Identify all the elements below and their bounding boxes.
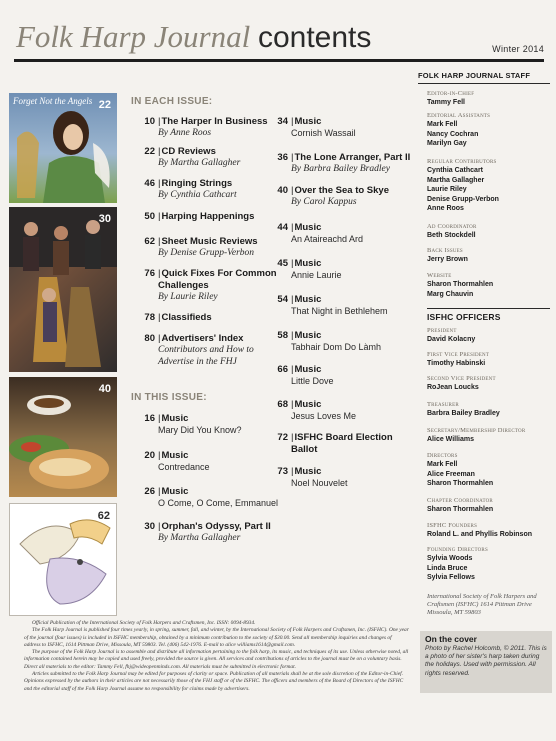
officer-group	[427, 374, 496, 393]
page-number: 40	[277, 185, 288, 196]
credits-paragraph: The purpose of the Folk Harp Journal is to assemble and distribute all information pertaining to the folk harp, its music, and techniques of its use. Unless otherwise noted, all information contained herein may be copied and used freely, provided the source is given. All services and contributions of articles to the journal must be on a voluntary basis. Direct all materials to the editor: Tammy Fell, fhj@wideopenminds.com. All materials must be submitted in electronic format.	[24, 649, 409, 670]
thumb-caption: Forget Not the Angels	[13, 96, 93, 106]
entry-title: | Music	[158, 450, 188, 461]
page-number: 10	[144, 116, 155, 127]
person-name: Sharon Thormahlen	[427, 281, 494, 288]
person-name: Tammy Fell	[427, 99, 465, 106]
role-label: First Vice President	[427, 351, 490, 358]
entry-byline: By Laurie Riley	[158, 292, 218, 302]
tea-and-bread-photo	[9, 377, 117, 497]
entry-title: | Music	[291, 466, 321, 477]
person-name: Laurie Riley	[427, 186, 467, 193]
role-label: Secretary/Membership Director	[427, 427, 526, 434]
entry-title-continued: Challenges	[158, 280, 209, 291]
person-name: Sylvia Fellows	[427, 574, 475, 581]
officers-heading: ISFHC OFFICERS	[427, 308, 550, 322]
entry-byline: By Carol Kappus	[291, 197, 357, 207]
entry-title: | Harping Happenings	[158, 211, 254, 222]
role-label: President	[427, 327, 457, 334]
role-label: ISFHC Founders	[427, 522, 478, 529]
entry-byline: By Denise Grupp-Verbon	[158, 248, 255, 258]
entry-byline: By Anne Roos	[158, 128, 212, 138]
page-number: 72	[277, 432, 288, 443]
contents-word: contents	[257, 21, 372, 54]
page-number: 20	[144, 450, 155, 461]
page-number: 16	[144, 413, 155, 424]
cover-credit-box	[420, 631, 552, 693]
entry-title: | Music	[291, 222, 321, 233]
page-number: 36	[277, 152, 288, 163]
staff-group	[427, 157, 499, 214]
entry-byline: By Barbra Bailey Bradley	[291, 164, 390, 174]
entry-subtitle: An Ataireachd Ard	[291, 234, 364, 244]
role-label: Website	[427, 272, 452, 279]
entry-title: | CD Reviews	[158, 146, 216, 157]
person-name: Jerry Brown	[427, 256, 468, 263]
role-label: Directors	[427, 452, 458, 459]
staff-group	[427, 246, 468, 265]
header-divider	[14, 59, 544, 62]
entry-title: | Music	[158, 486, 188, 497]
person-name: Roland L. and Phyllis Robinson	[427, 531, 533, 538]
entry-title: | The Lone Arranger, Part II	[291, 152, 410, 163]
page-number: 45	[277, 258, 288, 269]
page-number: 73	[277, 466, 288, 477]
section-heading-this-issue: IN THIS ISSUE:	[131, 392, 207, 403]
person-name: Marilyn Gay	[427, 140, 467, 147]
officer-group	[427, 496, 493, 515]
person-name: Cynthia Cathcart	[427, 167, 484, 174]
staff-group	[427, 111, 490, 149]
thumb-page-number: 40	[98, 383, 111, 395]
page-number: 76	[144, 268, 155, 279]
journal-name: Folk Harp Journal	[16, 19, 251, 54]
cover-heading: On the cover	[425, 634, 477, 644]
page-number: 80	[144, 333, 155, 344]
person-name: Marg Chauvin	[427, 290, 474, 298]
officer-group	[427, 350, 489, 369]
page-number: 34	[277, 116, 288, 127]
entry-title: | Music	[291, 116, 321, 127]
entry-title: | Music	[158, 413, 188, 424]
person-name: Beth Stockdell	[427, 232, 476, 239]
person-name: Mark Fell	[427, 121, 458, 128]
entry-subtitle: Cornish Wassail	[291, 128, 356, 138]
staff-heading: FOLK HARP JOURNAL STAFF	[418, 71, 550, 84]
thumb-page-number: 30	[98, 213, 111, 225]
officer-group	[427, 545, 488, 583]
cover-text: Photo by Rachel Holcomb, © 2011. This is a photo of her sister's harp taken during the holidays. Used with permission. All rights reserved.	[425, 645, 547, 677]
thumb-angel-painting	[9, 93, 117, 203]
entry-title: | Ringing Strings	[158, 178, 232, 189]
thumb-sheet-music-illustration	[9, 503, 117, 616]
publication-credits	[24, 620, 409, 693]
entry-byline: By Cynthia Cathcart	[158, 190, 237, 200]
page-number: 50	[144, 211, 155, 222]
person-name: Anne Roos	[427, 205, 464, 212]
entry-title: | Classifieds	[158, 312, 212, 323]
harp-ensemble-photo	[9, 207, 117, 372]
entry-subtitle: Jesus Loves Me	[291, 411, 357, 421]
entry-title: | Music	[291, 330, 321, 341]
entry-subtitle: Contredance	[158, 462, 210, 472]
entry-subtitle: Annie Laurie	[291, 270, 342, 280]
page-title	[16, 18, 371, 57]
staff-group	[427, 89, 474, 108]
entry-subtitle: Noel Nouvelet	[291, 478, 348, 488]
officer-group	[427, 400, 500, 419]
section-heading-each-issue: IN EACH ISSUE:	[131, 96, 213, 107]
entry-subtitle: That Night in Bethlehem	[291, 306, 388, 316]
page-number: 22	[144, 146, 155, 157]
role-label: Regular Contributors	[427, 158, 497, 165]
page-number: 58	[277, 330, 288, 341]
person-name: Sharon Thormahlen	[427, 480, 494, 487]
entry-title: | Music	[291, 364, 321, 375]
credits-paragraph: The Folk Harp Journal is published four times yearly, in spring, summer, fall, and winter, by the International Society of Folk Harpers and Craftsmen, Inc. (ISFHC). One year of the journal (four issues) is included in ISFHC membership, obtained by a minimum contribution to the society of $30.00. Send all membership inquiries and changes of address to ISFHC, 1614 Pittman Drive, Missoula, MT 59803. Tel. (406) 542-1976. E-mail to alice williams1614@gmail.com.	[24, 627, 409, 648]
credits-paragraph: Official Publication of the International Society of Folk Harpers and Craftsmen, Inc. ISSN: 0094-8934.	[32, 620, 256, 626]
role-label: Back Issues	[427, 247, 463, 254]
page-number: 54	[277, 294, 288, 305]
masthead-sidebar	[418, 71, 550, 726]
society-address: International Society of Folk Harpers and Craftsmen (ISFHC) 1614 Pittman Drive Missoula, MT 59803	[427, 593, 537, 616]
entry-subtitle: Little Dove	[291, 376, 334, 386]
page-number: 62	[144, 236, 155, 247]
officer-group	[427, 451, 493, 489]
role-label: Ad Coordinator	[427, 223, 477, 230]
role-label: Editorial Assistants	[427, 112, 491, 119]
officer-group	[427, 326, 475, 345]
credits-paragraph: Articles submitted to the Folk Harp Journal may be edited for purposes of clarity or space. Publication of all materials shall be at the sole discretion of the Editor-in-Chief. Opinions expressed by the authors in their articles are not necessarily those of the FHJ staff or of the ISFHC. The officers and members of the Board of Directors of the ISFHC and the editorial staff of the Folk Harp Journal assume no responsibility for claims made by advertisers.	[24, 671, 404, 692]
entry-title-continued: Ballot	[291, 444, 318, 455]
person-name: Timothy Habinski	[427, 360, 486, 367]
page-header	[14, 18, 544, 62]
person-name: Nancy Cochran	[427, 130, 479, 138]
entry-title: | Orphan's Odyssy, Part II	[158, 521, 271, 532]
entry-subtitle: Tabhair Dom Do Làmh	[291, 342, 382, 352]
entry-title: | Music	[291, 258, 321, 269]
person-name: Denise Grupp-Verbon	[427, 195, 499, 203]
thumb-food-photo	[9, 377, 117, 497]
issue-label: Winter 2014	[492, 44, 544, 54]
page-number: 30	[144, 521, 155, 532]
role-label: Second Vice President	[427, 375, 496, 382]
staff-group	[427, 271, 493, 299]
entry-title: | Music	[291, 399, 321, 410]
person-name: Sylvia Woods	[427, 555, 473, 562]
page-number: 68	[277, 399, 288, 410]
entry-byline: By Martha Gallagher	[158, 533, 241, 543]
thumb-ensemble-photo	[9, 207, 117, 372]
page-number: 26	[144, 486, 155, 497]
entry-title: | The Harper In Business	[158, 116, 268, 127]
officer-group	[427, 521, 532, 540]
entry-title: | Music	[291, 294, 321, 305]
person-name: Martha Gallagher	[427, 176, 485, 184]
person-name: Barbra Bailey Bradley	[427, 410, 500, 417]
person-name: Alice Williams	[427, 436, 475, 443]
person-name: Linda Bruce	[427, 564, 468, 572]
page-number: 44	[277, 222, 288, 233]
role-label: Founding Directors	[427, 546, 488, 553]
entry-subtitle: Mary Did You Know?	[158, 425, 242, 435]
page-number: 66	[277, 364, 288, 375]
entry-title: | Quick Fixes For Common	[158, 268, 277, 279]
entry-title: | Over the Sea to Skye	[291, 185, 389, 196]
entry-title: | Sheet Music Reviews	[158, 236, 258, 247]
role-label: Editor-in-Chief	[427, 90, 475, 97]
entry-subtitle: O Come, O Come, Emmanuel	[158, 498, 279, 508]
role-label: Treasurer	[427, 401, 459, 408]
person-name: Mark Fell	[427, 461, 458, 468]
entry-byline: Contributors and How to	[158, 345, 254, 355]
staff-group	[427, 222, 476, 241]
thumb-page-number: 22	[98, 99, 111, 111]
entry-title: | Advertisers' Index	[158, 333, 243, 344]
entry-title: | ISFHC Board Election	[291, 432, 393, 443]
entry-byline: By Martha Gallagher	[158, 158, 241, 168]
officer-group	[427, 426, 525, 445]
entry-byline-continued: Advertise in the FHJ	[158, 357, 237, 367]
person-name: David Kolacny	[427, 336, 476, 343]
thumb-page-number: 62	[97, 510, 110, 522]
person-name: Sharon Thormahlen	[427, 506, 494, 513]
page-number: 46	[144, 178, 155, 189]
person-name: RoJean Loucks	[427, 384, 479, 391]
person-name: Alice Freeman	[427, 470, 475, 478]
page-number: 78	[144, 312, 155, 323]
role-label: Chapter Coordinator	[427, 497, 493, 504]
